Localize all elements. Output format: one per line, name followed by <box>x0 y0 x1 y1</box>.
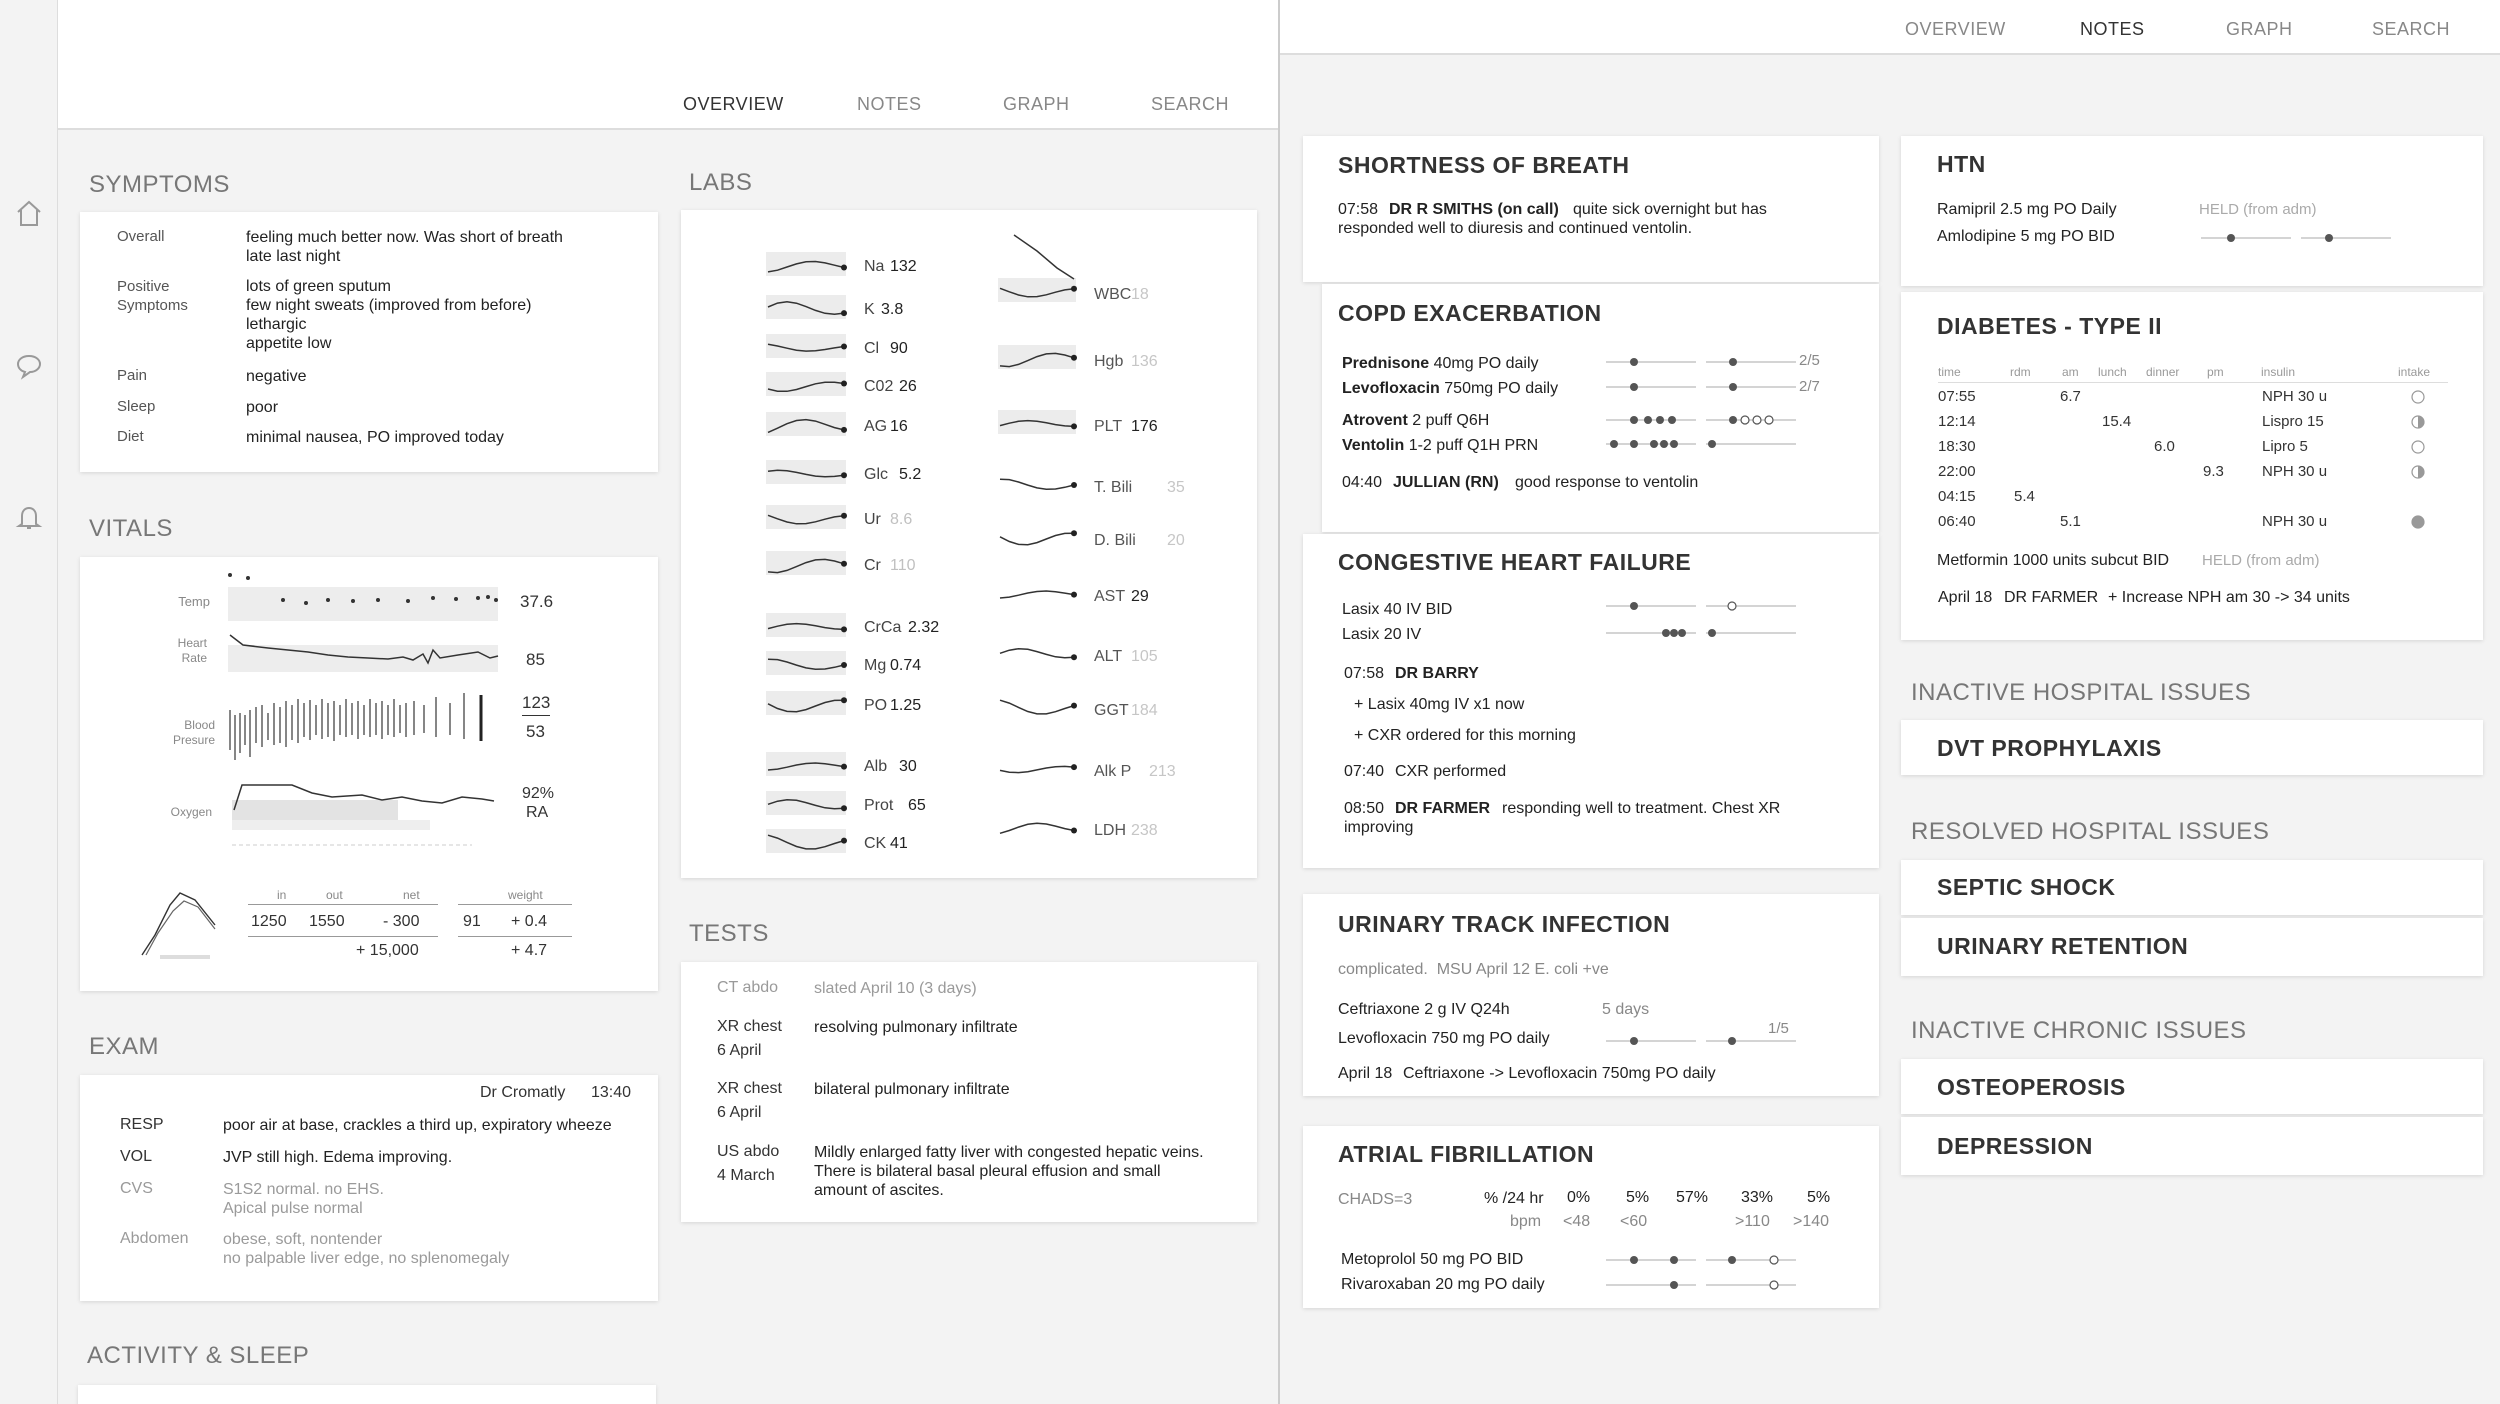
bp-bars <box>228 685 488 765</box>
copd-count: 2/7 <box>1799 378 1820 395</box>
diabetes-header-rule <box>1938 382 2448 383</box>
test-name: US abdo <box>717 1143 780 1160</box>
lab-value: 35 <box>1167 479 1185 496</box>
lab-name: LDH <box>1094 822 1127 839</box>
inactive-hospital-heading: INACTIVE HOSPITAL ISSUES <box>1911 679 2252 706</box>
copd-note-author: JULLIAN (RN) <box>1393 474 1499 491</box>
sob-author: DR R SMITHS (on call) <box>1389 201 1559 218</box>
chf-med: Lasix 40 IV BID <box>1342 601 1453 618</box>
diabetes-cell: 5.4 <box>2014 488 2035 505</box>
lab-name: CK <box>864 835 887 852</box>
diabetes-cell: 6.0 <box>2154 438 2175 455</box>
med-drug: Levofloxacin <box>1342 380 1440 397</box>
lab-sparkline <box>766 372 846 402</box>
med-dose: 750mg PO daily <box>1444 380 1559 397</box>
activity-card <box>78 1385 656 1404</box>
diabetes-cell: 07:55 <box>1938 388 1976 405</box>
test-name: XR chest <box>717 1018 782 1035</box>
chf-note-author: DR FARMER <box>1395 800 1491 817</box>
lab-sparkline <box>998 694 1076 724</box>
afib-row1-label: % /24 hr <box>1484 1190 1544 1207</box>
lab-value: 30 <box>899 758 917 775</box>
diabetes-col-header: intake <box>2398 365 2431 379</box>
temp-value: 37.6 <box>520 592 554 611</box>
copd-med <box>1342 354 1539 373</box>
lab-value: 16 <box>890 418 908 435</box>
lab-value: 65 <box>908 797 926 814</box>
io-in-header: in <box>277 888 287 902</box>
afib-med: Rivaroxaban 20 mg PO daily <box>1341 1276 1545 1293</box>
chf-plan: + Lasix 40mg IV x1 now <box>1354 696 1525 713</box>
resolved-hospital-heading: RESOLVED HOSPITAL ISSUES <box>1911 818 2270 845</box>
chf-note: responding well to treatment. Chest XR improving <box>1344 800 1781 836</box>
lab-sparkline <box>998 410 1076 440</box>
afib-dose-tracker <box>1606 1254 1806 1294</box>
labs-heading: LABS <box>689 169 753 196</box>
issue-urinary: URINARY RETENTION <box>1937 933 2189 959</box>
tab-graph[interactable]: GRAPH <box>1003 94 1070 114</box>
copd-title: COPD EXACERBATION <box>1338 300 1602 326</box>
lab-name: Mg <box>864 657 887 674</box>
test-result: Mildly enlarged fatty liver with congested hepatic veins. There is bilateral basal pleural effusion and small amount of ascites. <box>814 1144 1204 1199</box>
lab-value: 2.32 <box>908 619 940 636</box>
tab-search-right[interactable]: SEARCH <box>2372 19 2451 39</box>
test-name: XR chest <box>717 1080 782 1097</box>
lab-sparkline <box>766 691 846 721</box>
lab-sparkline <box>766 334 846 364</box>
lab-value: 20 <box>1167 532 1185 549</box>
lab-name: WBC <box>1094 286 1132 303</box>
lab-value: 3.8 <box>881 301 904 318</box>
tests-heading: TESTS <box>689 920 769 947</box>
lab-sparkline <box>766 460 846 490</box>
test-date: 4 March <box>717 1167 775 1184</box>
lab-name: Cl <box>864 340 880 357</box>
bp-systolic: 123 <box>522 693 550 716</box>
diabetes-col-header: dinner <box>2146 365 2180 379</box>
diabetes-cell: NPH 30 u <box>2262 388 2328 405</box>
med-dose: 2 puff Q6H <box>1412 412 1490 429</box>
lab-sparkline <box>998 814 1076 844</box>
intake-indicator-icon <box>2410 514 2426 530</box>
diabetes-cell: 12:14 <box>1938 413 1976 430</box>
o2-mode: RA <box>526 804 549 821</box>
diabetes-note-author: DR FARMER <box>2004 589 2099 606</box>
afib-pct: 5% <box>1807 1189 1831 1206</box>
lab-value: 29 <box>1131 588 1149 605</box>
symptom-label: Diet <box>117 428 144 445</box>
diabetes-note: + Increase NPH am 30 -> 34 units <box>2108 589 2350 606</box>
afib-chads: CHADS=3 <box>1338 1191 1413 1208</box>
lab-value: 8.6 <box>890 511 913 528</box>
diabetes-cell: 22:00 <box>1938 463 1976 480</box>
med-drug: Prednisone <box>1342 355 1430 372</box>
tab-notes-right[interactable]: NOTES <box>2080 19 2145 39</box>
lab-name: AST <box>1094 588 1126 605</box>
intake-indicator-icon <box>2410 464 2426 480</box>
intake-indicator-icon <box>2410 439 2426 455</box>
uti-duration: 5 days <box>1602 1001 1650 1018</box>
diabetes-col-header: time <box>1938 365 1961 379</box>
vitals-heading: VITALS <box>89 515 173 542</box>
uti-change: Ceftriaxone -> Levofloxacin 750mg PO daily <box>1403 1065 1716 1082</box>
lab-name: Alb <box>864 758 888 775</box>
symptom-label: Positive Symptoms <box>117 278 188 314</box>
afib-pct: 57% <box>1676 1189 1709 1206</box>
uti-med: Levofloxacin 750 mg PO daily <box>1338 1030 1550 1047</box>
sob-title: SHORTNESS OF BREATH <box>1338 152 1630 178</box>
io-out-header: out <box>326 888 343 902</box>
htn-med: Ramipril 2.5 mg PO Daily <box>1937 201 2117 218</box>
uti-count: 1/5 <box>1768 1020 1789 1037</box>
lab-value: 26 <box>899 378 917 395</box>
lab-value: 213 <box>1149 763 1176 780</box>
lab-sparkline <box>766 791 846 821</box>
copd-note: good response to ventolin <box>1515 474 1699 491</box>
htn-med: Amlodipine 5 mg PO BID <box>1937 228 2115 245</box>
lab-value: 41 <box>890 835 908 852</box>
afib-title: ATRIAL FIBRILLATION <box>1338 1141 1595 1167</box>
lab-sparkline <box>998 524 1076 554</box>
lab-sparkline <box>998 471 1076 501</box>
sob-time: 07:58 <box>1338 201 1379 218</box>
uti-title: URINARY TRACK INFECTION <box>1338 911 1671 937</box>
test-result: resolving pulmonary infiltrate <box>814 1019 1018 1036</box>
exam-label: RESP <box>120 1116 164 1133</box>
exam-label: VOL <box>120 1148 153 1165</box>
med-drug: Atrovent <box>1342 412 1408 429</box>
lab-name: AG <box>864 418 888 435</box>
io-weight: 91 <box>463 913 481 930</box>
right-header <box>1280 0 2500 55</box>
issue-osteo: OSTEOPEROSIS <box>1937 1074 2126 1100</box>
symptom-label: Overall <box>117 228 165 245</box>
lab-value: 136 <box>1131 353 1158 370</box>
chf-note: CXR performed <box>1395 763 1507 780</box>
lab-value: 105 <box>1131 648 1158 665</box>
uti-med: Ceftriaxone 2 g IV Q24h <box>1338 1001 1510 1018</box>
diabetes-note-date: April 18 <box>1938 589 1993 606</box>
diabetes-cell: Lipro 5 <box>2262 438 2308 455</box>
afib-row2-label: bpm <box>1510 1213 1542 1230</box>
lab-name: CrCa <box>864 619 902 636</box>
io-out: 1550 <box>309 913 345 930</box>
chf-note-time: 07:40 <box>1344 763 1385 780</box>
symptoms-heading: SYMPTOMS <box>89 171 230 198</box>
chf-dose-tracker <box>1606 598 1806 638</box>
diabetes-col-header: lunch <box>2098 365 2127 379</box>
symptom-label: Pain <box>117 367 148 384</box>
htn-dose-tracker <box>2201 234 2401 244</box>
diabetes-cell: 04:15 <box>1938 488 1976 505</box>
exam-value: poor air at base, crackles a third up, expiratory wheeze <box>223 1117 612 1134</box>
lab-name: Hgb <box>1094 353 1124 370</box>
vital-label-oxygen: Oxygen <box>170 805 212 819</box>
diabetes-col-header: am <box>2062 365 2079 379</box>
lab-name: PO <box>864 697 888 714</box>
afib-pct: 0% <box>1567 1189 1591 1206</box>
symptom-value: negative <box>246 368 307 385</box>
lab-name: ALT <box>1094 648 1123 665</box>
test-date: 6 April <box>717 1042 762 1059</box>
copd-med <box>1342 436 1538 455</box>
afib-pct: 5% <box>1626 1189 1650 1206</box>
temp-sparkline <box>228 570 498 610</box>
lab-name: PLT <box>1094 418 1123 435</box>
lab-sparkline <box>766 551 846 581</box>
lab-name: GGT <box>1094 702 1129 719</box>
lab-value: 90 <box>890 340 908 357</box>
diabetes-cell: 9.3 <box>2203 463 2224 480</box>
io-in: 1250 <box>251 913 287 930</box>
tab-notes[interactable]: NOTES <box>857 94 922 114</box>
lab-sparkline <box>998 755 1076 785</box>
lab-sparkline <box>766 613 846 643</box>
lab-value: 176 <box>1131 418 1158 435</box>
diabetes-cell: 06:40 <box>1938 513 1976 530</box>
io-weight-total-rule <box>458 936 572 937</box>
lab-sparkline <box>766 412 846 442</box>
lab-value: 0.74 <box>890 657 922 674</box>
htn-held: HELD (from adm) <box>2199 201 2317 218</box>
htn-title: HTN <box>1937 151 1986 177</box>
afib-bpm: >110 <box>1735 1213 1770 1230</box>
chf-note-time: 08:50 <box>1344 800 1385 817</box>
exam-label: Abdomen <box>120 1230 189 1247</box>
metformin-med: Metformin 1000 units subcut BID <box>1937 552 2170 569</box>
test-date: 6 April <box>717 1104 762 1121</box>
test-name: CT abdo <box>717 979 779 996</box>
copd-med <box>1342 411 1489 430</box>
afib-bpm: <48 <box>1563 1213 1591 1230</box>
lab-value: 238 <box>1131 822 1158 839</box>
diabetes-cell: Lispro 15 <box>2262 413 2324 430</box>
left-header <box>58 0 1278 130</box>
med-dose: 1-2 puff Q1H PRN <box>1408 437 1539 454</box>
io-total: + 15,000 <box>356 942 419 959</box>
inactive-chronic-heading: INACTIVE CHRONIC ISSUES <box>1911 1017 2247 1044</box>
afib-bpm: >140 <box>1793 1213 1830 1230</box>
diabetes-cell: 6.7 <box>2060 388 2081 405</box>
tab-graph-right[interactable]: GRAPH <box>2226 19 2293 39</box>
lab-sparkline <box>1012 233 1082 283</box>
lab-name: Prot <box>864 797 894 814</box>
diabetes-title: DIABETES - TYPE II <box>1937 313 2162 339</box>
copd-note-time: 04:40 <box>1342 474 1383 491</box>
issue-dvt: DVT PROPHYLAXIS <box>1937 735 2162 761</box>
med-drug: Ventolin <box>1342 437 1405 454</box>
lab-sparkline <box>766 752 846 782</box>
lab-value: 5.2 <box>899 466 922 483</box>
hr-sparkline <box>228 630 498 670</box>
lab-value: 132 <box>890 258 917 275</box>
lab-sparkline <box>766 505 846 535</box>
lab-name: Cr <box>864 557 881 574</box>
symptom-value: minimal nausea, PO improved today <box>246 429 504 446</box>
intake-indicator-icon <box>2410 414 2426 430</box>
io-weight-rule <box>458 904 572 905</box>
o2-value: 92% <box>522 785 555 802</box>
lab-sparkline <box>766 651 846 681</box>
tab-overview[interactable]: OVERVIEW <box>683 94 784 114</box>
io-weight-total: + 4.7 <box>511 942 548 959</box>
med-dose: 40mg PO daily <box>1433 355 1539 372</box>
lab-value: 110 <box>890 557 916 574</box>
chf-note-time: 07:58 <box>1344 665 1385 682</box>
io-weight-header: weight <box>508 888 543 902</box>
issue-depression: DEPRESSION <box>1937 1133 2093 1159</box>
symptom-value: poor <box>246 399 279 416</box>
lab-name: Alk P <box>1094 763 1132 780</box>
copd-med <box>1342 379 1558 398</box>
exam-value: obese, soft, nontender no palpable liver edge, no splenomegaly <box>223 1231 510 1267</box>
vital-label-temp: Temp <box>178 594 210 609</box>
bp-diastolic: 53 <box>526 722 545 741</box>
io-net-header: net <box>403 888 420 902</box>
diabetes-col-header: rdm <box>2010 365 2031 379</box>
issue-septic: SEPTIC SHOCK <box>1937 874 2116 900</box>
test-result: slated April 10 (3 days) <box>814 980 977 997</box>
lab-sparkline <box>766 252 846 282</box>
exam-heading: EXAM <box>89 1033 160 1060</box>
exam-label: CVS <box>120 1180 153 1197</box>
uti-change-date: April 18 <box>1338 1065 1393 1082</box>
lab-sparkline <box>998 640 1076 670</box>
intake-indicator-icon <box>2410 389 2426 405</box>
chat-icon[interactable] <box>14 350 44 380</box>
afib-med: Metoprolol 50 mg PO BID <box>1341 1251 1524 1268</box>
home-icon[interactable] <box>14 198 44 228</box>
diabetes-cell: 18:30 <box>1938 438 1976 455</box>
lab-sparkline <box>766 295 846 325</box>
afib-bpm: <60 <box>1620 1213 1648 1230</box>
symptom-value: lots of green sputum few night sweats (improved from before) lethargic appetite low <box>246 278 532 352</box>
bell-icon[interactable] <box>14 502 44 532</box>
activity-heading: ACTIVITY & SLEEP <box>87 1342 310 1369</box>
exam-value: S1S2 normal. no EHS. Apical pulse normal <box>223 1181 384 1217</box>
metformin-held: HELD (from adm) <box>2202 552 2320 569</box>
panel-divider <box>1278 0 1280 1404</box>
chf-med: Lasix 20 IV <box>1342 626 1422 643</box>
exam-author: Dr Cromatly <box>480 1084 566 1101</box>
lab-name: K <box>864 301 875 318</box>
diabetes-cell: NPH 30 u <box>2262 463 2328 480</box>
exam-time: 13:40 <box>591 1084 632 1101</box>
lab-value: 18 <box>1131 286 1149 303</box>
diabetes-col-header: pm <box>2207 365 2224 379</box>
lab-value: 184 <box>1131 702 1158 719</box>
chf-plan: + CXR ordered for this morning <box>1354 727 1576 744</box>
tab-search[interactable]: SEARCH <box>1151 94 1230 114</box>
symptom-label: Sleep <box>117 398 156 415</box>
chf-note-author: DR BARRY <box>1395 665 1479 682</box>
diabetes-cell: NPH 30 u <box>2262 513 2328 530</box>
lab-sparkline <box>766 829 846 859</box>
chf-title: CONGESTIVE HEART FAILURE <box>1338 549 1692 575</box>
vital-label-bp: Blood Presure <box>172 718 215 747</box>
lab-sparkline <box>998 580 1076 610</box>
fluid-balance-chart <box>140 885 220 960</box>
uti-subtitle: complicated. MSU April 12 E. coli +ve <box>1338 961 1609 978</box>
lab-name: Ur <box>864 511 881 528</box>
diabetes-col-header: insulin <box>2261 365 2296 379</box>
test-result: bilateral pulmonary infiltrate <box>814 1081 1010 1098</box>
lab-name: T. Bili <box>1094 479 1133 496</box>
io-header-rule <box>248 904 438 905</box>
lab-value: 1.25 <box>890 697 922 714</box>
o2-sparkline <box>232 775 492 845</box>
diabetes-cell: 5.1 <box>2060 513 2081 530</box>
exam-value: JVP still high. Edema improving. <box>223 1149 453 1166</box>
uti-dose-tracker <box>1606 1036 1806 1046</box>
io-total-rule <box>248 936 438 937</box>
io-net: - 300 <box>383 913 420 930</box>
hr-value: 85 <box>526 650 545 669</box>
lab-name: C02 <box>864 378 894 395</box>
symptom-value: feeling much better now. Was short of breath late last night <box>246 229 563 265</box>
tab-overview-right[interactable]: OVERVIEW <box>1905 19 2006 39</box>
afib-pct: 33% <box>1741 1189 1774 1206</box>
sob-note: quite sick overnight but has responded well to diuresis and continued ventolin. <box>1338 201 1767 237</box>
lab-sparkline <box>998 345 1076 375</box>
io-weight-change: + 0.4 <box>511 913 548 930</box>
copd-count: 2/5 <box>1799 352 1820 369</box>
lab-name: Na <box>864 258 885 275</box>
vital-label-hr: Heart Rate <box>177 636 207 665</box>
lab-name: D. Bili <box>1094 532 1136 549</box>
diabetes-cell: 15.4 <box>2102 413 2132 430</box>
lab-name: Glc <box>864 466 888 483</box>
